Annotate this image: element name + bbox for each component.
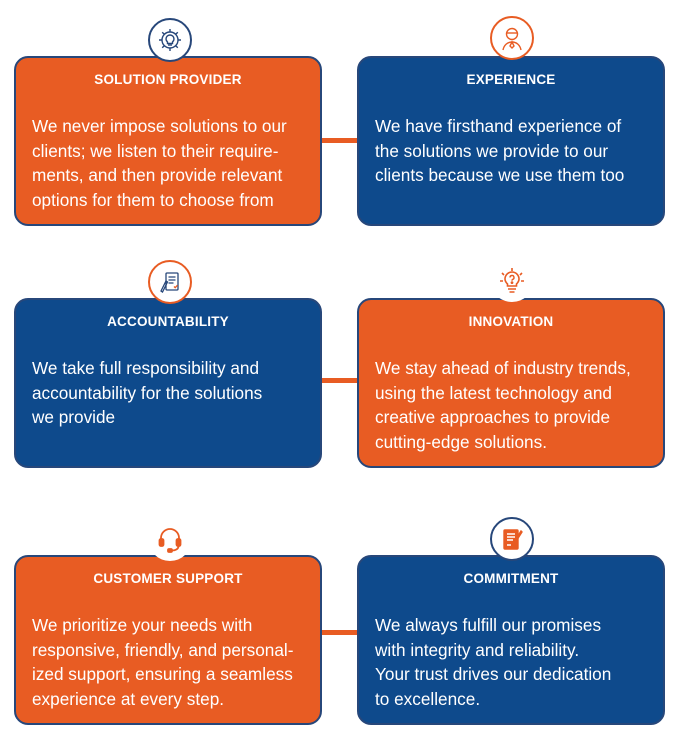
contract-pen-icon — [490, 517, 534, 561]
headset-icon — [148, 517, 192, 561]
card-title: CUSTOMER SUPPORT — [93, 571, 243, 586]
card-experience — [357, 56, 665, 226]
card-body: We always fulfill our promises with integrity and reliability. Your trust drives our dedication to excellence. — [375, 615, 612, 709]
card-customer-support — [14, 555, 322, 725]
card-body: We prioritize your needs with responsive, friendly, and personal- ized support, ensuring a seamless experience at every step. — [32, 615, 294, 709]
card-body: We have firsthand experience of the solutions we provide to our clients because we use them too — [375, 116, 625, 185]
card-title: ACCOUNTABILITY — [107, 314, 229, 329]
card-body: We take full responsibility and accountability for the solutions we provide — [32, 358, 263, 427]
connector-line — [322, 378, 360, 383]
card-title: SOLUTION PROVIDER — [94, 72, 242, 87]
card-innovation — [357, 298, 665, 468]
card-commitment — [357, 555, 665, 725]
gear-lightbulb-icon — [148, 18, 192, 62]
card-solution-provider — [14, 56, 322, 226]
lightbulb-question-icon — [490, 258, 534, 302]
card-title: INNOVATION — [468, 314, 554, 329]
document-pen-icon — [148, 260, 192, 304]
connector-line — [322, 630, 360, 635]
person-icon — [490, 16, 534, 60]
card-accountability — [14, 298, 322, 468]
card-title: EXPERIENCE — [466, 72, 556, 87]
card-body: We stay ahead of industry trends, using the latest technology and creative approaches to provide cutting-edge solutions. — [375, 358, 631, 452]
card-body: We never impose solutions to our clients; we listen to their require- ments, and then provide relevant options for them to choose from — [32, 116, 287, 210]
card-title: COMMITMENT — [463, 571, 559, 586]
connector-line — [322, 138, 360, 143]
